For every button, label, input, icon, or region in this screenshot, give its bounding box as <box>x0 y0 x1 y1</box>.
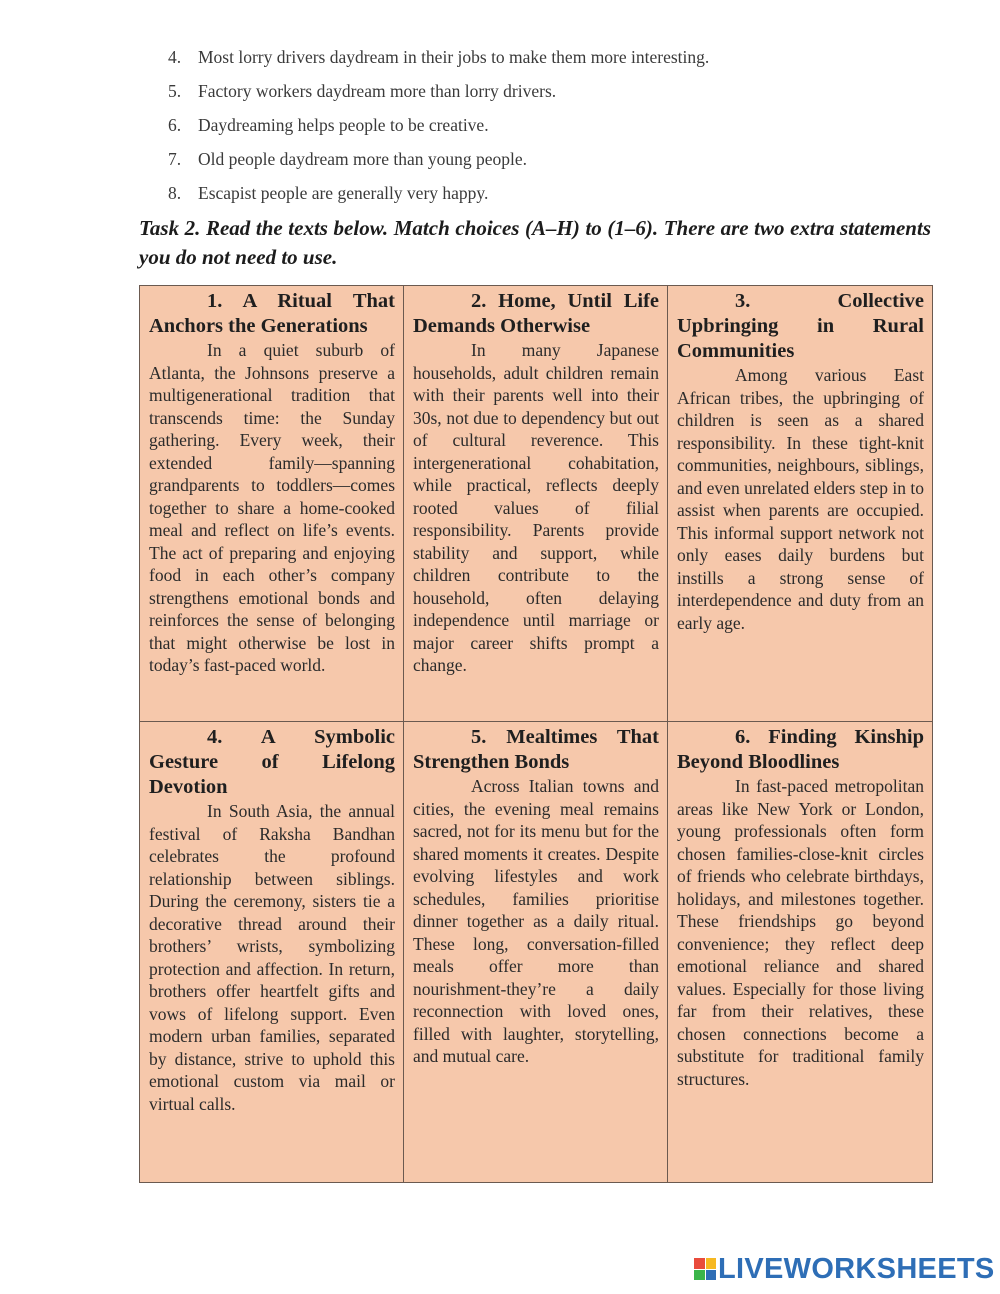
statement-number: 8. <box>168 183 182 203</box>
statement-item <box>168 78 948 112</box>
statement-item <box>168 146 948 180</box>
text-title: 3. Collective Upbringing in Rural Communities <box>677 290 924 362</box>
text-body: In many Japanese households, adult children remain with their parents well into their 30s, not due to dependency but out of cultural reverence. This intergenerational cohabitation, while practical, reflects deeply rooted values of filial responsibility. Parents provide stability and support, while children contribute to the household, often delaying independence until marriage or major career shifts prompt a change. <box>413 340 659 675</box>
text-cell-2 <box>404 286 668 722</box>
text-body: In fast-paced metropolitan areas like New York or London, young professionals often form chosen families-close-knit circles of friends who celebrate birthdays, holidays, and milestones together. These friendships go beyond convenience; they reflect deep emotional reliance and shared values. Especially for those living far from their relatives, these chosen connections become a substitute for traditional family structures. <box>677 776 924 1089</box>
text-title: 1. A Ritual That Anchors the Generations <box>149 290 395 337</box>
text-cell-5 <box>404 722 668 1183</box>
text-body: In South Asia, the annual festival of Raksha Bandhan celebrates the profound relationship between siblings. During the ceremony, sisters tie a decorative thread around their brothers’ wrists, symbolizing protection and affection. In return, brothers offer heartfelt gifts and vows of lifelong support. Even modern urban families, separated by distance, strive to uphold this emotional custom via mail or virtual calls. <box>149 801 395 1114</box>
logo-text: LIVEWORKSHEETS <box>718 1252 995 1285</box>
statement-item <box>168 112 948 146</box>
liveworksheets-logo-icon <box>694 1258 716 1280</box>
statement-item <box>168 180 948 214</box>
text-title: 6. Finding Kinship Beyond Bloodlines <box>677 726 924 773</box>
texts-table <box>139 285 933 1183</box>
statement-number: 7. <box>168 149 182 169</box>
statement-text: Factory workers daydream more than lorry drivers. <box>198 81 557 101</box>
liveworksheets-logo[interactable] <box>694 1252 995 1286</box>
statement-text: Old people daydream more than young people. <box>198 149 527 169</box>
statement-text: Most lorry drivers daydream in their jobs to make them more interesting. <box>198 47 710 67</box>
text-cell-1 <box>140 286 404 722</box>
text-body: Across Italian towns and cities, the evening meal remains sacred, not for its menu but for the shared moments it creates. Despite evolving lifestyles and work schedules, families prioritise dinner together as a daily ritual. These long, conversation-filled meals offer more than nourishment-they’re a daily reconnection with loved ones, filled with laughter, storytelling, and mutual care. <box>413 776 659 1066</box>
text-cell-4 <box>140 722 404 1183</box>
statement-list <box>168 44 948 214</box>
statement-number: 6. <box>168 115 182 135</box>
text-title: 4. A Symbolic Gesture of Lifelong Devotion <box>149 726 395 798</box>
text-cell-3 <box>668 286 933 722</box>
statement-item <box>168 44 948 78</box>
statement-number: 5. <box>168 81 182 101</box>
text-title: 5. Mealtimes That Strengthen Bonds <box>413 726 659 773</box>
text-title: 2. Home, Until Life Demands Otherwise <box>413 290 659 337</box>
text-body: Among various East African tribes, the upbringing of children is seen as a shared responsibility. In these tight-knit communities, neighbours, siblings, and even unrelated elders step in to assist when parents are occupied. This informal support network not only eases daily burdens but instills a strong sense of interdependence and duty from an early age. <box>677 365 924 633</box>
statement-text: Escapist people are generally very happy. <box>198 183 489 203</box>
text-cell-6 <box>668 722 933 1183</box>
text-body: In a quiet suburb of Atlanta, the Johnsons preserve a multigenerational tradition that transcends time: the Sunday gathering. Every week, their extended family—spanning grandparents to toddlers—comes together to share a home-cooked meal and reflect on life’s events. The act of preparing and enjoying food in each other’s company strengthens emotional bonds and reinforces the sense of belonging that might otherwise be lost in today’s fast-paced world. <box>149 340 395 675</box>
statement-text: Daydreaming helps people to be creative. <box>198 115 489 135</box>
statement-number: 4. <box>168 47 182 67</box>
task-instruction: Task 2. Read the texts below. Match choices (A–H) to (1–6). There are two extra statements you do not need to use. <box>139 216 931 269</box>
